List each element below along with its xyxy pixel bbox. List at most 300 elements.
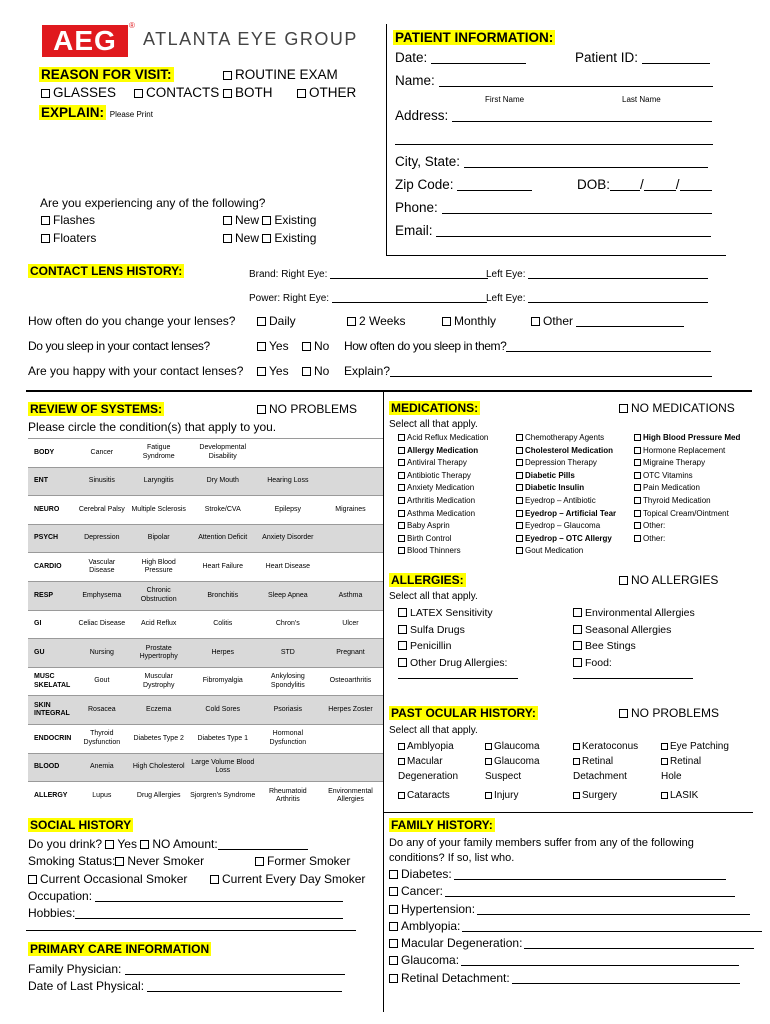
- name-field[interactable]: [395, 73, 713, 88]
- zip-field[interactable]: [395, 177, 532, 192]
- allergy-checkbox[interactable]: [573, 608, 582, 617]
- medication-option[interactable]: [634, 432, 740, 445]
- ros-condition[interactable]: Chron's: [258, 610, 318, 639]
- other-checkbox[interactable]: [297, 89, 306, 98]
- medication-option[interactable]: [516, 520, 616, 533]
- family-history-item[interactable]: [389, 866, 762, 883]
- ros-condition[interactable]: Hearing Loss: [258, 467, 318, 496]
- date-line[interactable]: [431, 52, 526, 64]
- sleep-yes-option[interactable]: [257, 339, 289, 353]
- floaters-new-checkbox[interactable]: [223, 234, 232, 243]
- ros-condition[interactable]: Drug Allergies: [130, 782, 188, 811]
- flashes-existing-label: Existing: [274, 213, 317, 227]
- ros-condition[interactable]: Bronchitis: [188, 581, 258, 610]
- cataracts-checkbox[interactable]: [398, 792, 405, 799]
- medication-label: Gout Medication: [525, 546, 584, 556]
- family-history-line[interactable]: [477, 903, 750, 915]
- ros-condition[interactable]: Colitis: [188, 610, 258, 639]
- retinal-detachment-checkbox[interactable]: [573, 758, 580, 765]
- eye-patching-group[interactable]: [661, 739, 729, 784]
- medication-checkbox[interactable]: [634, 459, 641, 466]
- allergy-option[interactable]: [398, 655, 507, 672]
- physician-field[interactable]: [28, 962, 345, 976]
- drink-yes-checkbox[interactable]: [105, 840, 114, 849]
- medication-option[interactable]: [398, 533, 488, 546]
- happy-no-checkbox[interactable]: [302, 367, 311, 376]
- ros-condition[interactable]: Fatigue Syndrome: [130, 439, 188, 468]
- both-checkbox[interactable]: [223, 89, 232, 98]
- macular-checkbox[interactable]: [398, 758, 405, 765]
- medication-option[interactable]: [634, 457, 740, 470]
- ros-condition[interactable]: Rheumatoid Arthritis: [258, 782, 318, 811]
- medication-option[interactable]: [516, 482, 616, 495]
- routine-exam-option[interactable]: [223, 67, 338, 82]
- family-history-line[interactable]: [462, 920, 762, 932]
- allergy-checkbox[interactable]: [398, 641, 407, 650]
- allergy-option[interactable]: [573, 638, 695, 655]
- medication-option[interactable]: [634, 533, 740, 546]
- phone-line[interactable]: [442, 202, 712, 214]
- medication-option[interactable]: [398, 495, 488, 508]
- hobbies-line[interactable]: [75, 907, 343, 919]
- amount-line[interactable]: [218, 838, 308, 850]
- other-change-line[interactable]: [576, 315, 684, 327]
- flashes-new-existing[interactable]: [223, 213, 316, 227]
- ros-condition[interactable]: STD: [258, 639, 318, 668]
- allergy-option[interactable]: [573, 622, 695, 639]
- ros-condition[interactable]: Bipolar: [130, 524, 188, 553]
- medication-option[interactable]: [634, 495, 740, 508]
- surgery-checkbox[interactable]: [573, 792, 580, 799]
- ros-condition[interactable]: Cerebral Palsy: [74, 496, 130, 525]
- city-state-field[interactable]: [395, 154, 708, 169]
- glaucoma-checkbox[interactable]: [485, 743, 492, 750]
- medication-checkbox[interactable]: [516, 522, 523, 529]
- ros-condition[interactable]: Large Volume Blood Loss: [188, 753, 258, 782]
- ros-system-label: ENDOCRIN: [28, 724, 74, 753]
- medication-option[interactable]: [516, 508, 616, 521]
- occupation-line[interactable]: [95, 890, 343, 902]
- medication-checkbox[interactable]: [516, 447, 523, 454]
- ros-condition[interactable]: Laryngitis: [130, 467, 188, 496]
- happy-yes-checkbox[interactable]: [257, 367, 266, 376]
- happy-question: Are you happy with your contact lenses?: [28, 364, 244, 378]
- ros-condition[interactable]: Pregnant: [318, 639, 383, 668]
- medication-label: Acid Reflux Medication: [407, 433, 489, 442]
- ros-condition[interactable]: Sinusitis: [74, 467, 130, 496]
- ros-condition[interactable]: Emphysema: [74, 581, 130, 610]
- medication-checkbox[interactable]: [516, 547, 523, 554]
- ros-condition[interactable]: Asthma: [318, 581, 383, 610]
- ros-condition[interactable]: Cold Sores: [188, 696, 258, 725]
- happy-no-option[interactable]: [302, 364, 329, 378]
- happy-yes-option[interactable]: [257, 364, 289, 378]
- dob-field[interactable]: [577, 177, 712, 192]
- monthly-checkbox[interactable]: [442, 317, 451, 326]
- explain-field[interactable]: [39, 105, 153, 121]
- ros-condition: [258, 753, 318, 782]
- amblyopia-checkbox[interactable]: [398, 743, 405, 750]
- ros-condition[interactable]: Sleep Apnea: [258, 581, 318, 610]
- ros-condition[interactable]: Environmental Allergies: [318, 782, 383, 811]
- family-history-checkbox[interactable]: [389, 905, 398, 914]
- other-change-checkbox[interactable]: [531, 317, 540, 326]
- ros-condition[interactable]: Thyroid Dysfunction: [74, 724, 130, 753]
- medication-option[interactable]: [516, 432, 616, 445]
- medication-checkbox[interactable]: [398, 535, 405, 542]
- medication-checkbox[interactable]: [516, 434, 523, 441]
- both-option[interactable]: [223, 85, 273, 100]
- medication-checkbox[interactable]: [398, 447, 405, 454]
- zip-line[interactable]: [457, 179, 532, 191]
- drink-yes-label: Yes: [117, 837, 137, 851]
- former-smoker-checkbox[interactable]: [255, 857, 264, 866]
- family-history-checkbox[interactable]: [389, 870, 398, 879]
- drink-no-checkbox[interactable]: [140, 840, 149, 849]
- medication-option[interactable]: [516, 533, 616, 546]
- medication-option[interactable]: [516, 457, 616, 470]
- never-smoker-checkbox[interactable]: [115, 857, 124, 866]
- medication-checkbox[interactable]: [398, 510, 405, 517]
- medication-option[interactable]: [634, 470, 740, 483]
- allergy-checkbox[interactable]: [573, 625, 582, 634]
- ros-condition[interactable]: Sjorgren's Syndrome: [188, 782, 258, 811]
- power-left-line[interactable]: [528, 291, 708, 303]
- medication-checkbox[interactable]: [634, 472, 641, 479]
- medication-option[interactable]: [634, 520, 740, 533]
- family-history-item[interactable]: [389, 901, 762, 918]
- family-history-item[interactable]: [389, 935, 762, 952]
- ros-condition[interactable]: Stroke/CVA: [188, 496, 258, 525]
- ros-condition[interactable]: Nursing: [74, 639, 130, 668]
- family-history-line[interactable]: [445, 885, 735, 897]
- lasik-option[interactable]: [661, 788, 698, 803]
- allergy-checkbox[interactable]: [398, 658, 407, 667]
- cataracts-option[interactable]: [398, 788, 450, 803]
- allergy-option[interactable]: [398, 638, 507, 655]
- allergy-option[interactable]: [573, 605, 695, 622]
- medication-checkbox[interactable]: [398, 497, 405, 504]
- medication-option[interactable]: [634, 482, 740, 495]
- glasses-option[interactable]: [41, 85, 116, 100]
- medication-option[interactable]: [516, 545, 616, 558]
- family-history-checkbox[interactable]: [389, 956, 398, 965]
- other-change-option[interactable]: [531, 314, 684, 328]
- medication-option[interactable]: [398, 545, 488, 558]
- ros-condition[interactable]: Lupus: [74, 782, 130, 811]
- physician-line[interactable]: [125, 963, 345, 975]
- ros-condition[interactable]: Rosacea: [74, 696, 130, 725]
- daily-checkbox[interactable]: [257, 317, 266, 326]
- medication-option[interactable]: [398, 445, 488, 458]
- power-right-field[interactable]: [249, 291, 487, 304]
- contacts-option[interactable]: [134, 85, 219, 100]
- allergy-checkbox[interactable]: [573, 641, 582, 650]
- glaucoma-suspect-checkbox[interactable]: [485, 758, 492, 765]
- sleep-no-option[interactable]: [302, 339, 329, 353]
- ros-condition[interactable]: Cancer: [74, 439, 130, 468]
- family-history-item[interactable]: [389, 970, 762, 987]
- family-history-line[interactable]: [454, 868, 726, 880]
- last-physical-field[interactable]: [28, 979, 342, 993]
- family-history-checkbox[interactable]: [389, 974, 398, 983]
- floaters-new-existing[interactable]: [223, 231, 316, 245]
- family-history-checkbox[interactable]: [389, 887, 398, 896]
- current-every-day-option[interactable]: [210, 872, 365, 886]
- brand-left-label: Left Eye:: [486, 269, 526, 280]
- medication-checkbox[interactable]: [634, 497, 641, 504]
- phone-label: Phone:: [395, 200, 438, 215]
- ros-condition[interactable]: Anemia: [74, 753, 130, 782]
- brand-right-line[interactable]: [330, 267, 488, 279]
- surgery-option[interactable]: [573, 788, 617, 803]
- injury-checkbox[interactable]: [485, 792, 492, 799]
- medication-checkbox[interactable]: [516, 472, 523, 479]
- ros-condition[interactable]: Prostate Hypertrophy: [130, 639, 188, 668]
- two-weeks-checkbox[interactable]: [347, 317, 356, 326]
- medication-option[interactable]: [634, 508, 740, 521]
- ros-condition[interactable]: Diabetes Type 1: [188, 724, 258, 753]
- family-history-line[interactable]: [461, 954, 739, 966]
- medication-checkbox[interactable]: [398, 459, 405, 466]
- allergy-option[interactable]: [398, 605, 507, 622]
- medication-checkbox[interactable]: [634, 522, 641, 529]
- family-history-checkbox[interactable]: [389, 939, 398, 948]
- floaters-option[interactable]: [41, 231, 96, 245]
- no-medications-label: NO MEDICATIONS: [631, 401, 735, 415]
- patient-id-line[interactable]: [642, 52, 710, 64]
- dob-day-line[interactable]: [644, 179, 676, 191]
- ros-condition[interactable]: Ulcer: [318, 610, 383, 639]
- ros-condition[interactable]: Diabetes Type 2: [130, 724, 188, 753]
- medication-option[interactable]: [398, 520, 488, 533]
- ocular-title: PAST OCULAR HISTORY:: [391, 706, 536, 720]
- medication-checkbox[interactable]: [398, 434, 405, 441]
- ros-row: [28, 467, 383, 496]
- other-drug-allergies-line[interactable]: [398, 678, 518, 679]
- flashes-existing-checkbox[interactable]: [262, 216, 271, 225]
- keratoconus-checkbox[interactable]: [573, 743, 580, 750]
- keratoconus-group[interactable]: [573, 739, 638, 784]
- ros-instruction: Please circle the condition(s) that apply to you.: [28, 420, 277, 434]
- flashes-option[interactable]: [41, 213, 95, 227]
- ros-condition[interactable]: Epilepsy: [258, 496, 318, 525]
- power-right-line[interactable]: [332, 291, 487, 303]
- address-line[interactable]: [452, 110, 712, 122]
- ros-condition[interactable]: High Cholesterol: [130, 753, 188, 782]
- glaucoma-suspect-label: Glaucoma: [494, 756, 540, 767]
- medication-option[interactable]: [398, 432, 488, 445]
- ros-condition[interactable]: Acid Reflux: [130, 610, 188, 639]
- allergy-checkbox[interactable]: [398, 608, 407, 617]
- flashes-checkbox[interactable]: [41, 216, 50, 225]
- email-field[interactable]: [395, 223, 711, 238]
- date-field[interactable]: [395, 50, 526, 65]
- allergy-option[interactable]: [573, 655, 695, 672]
- ros-condition[interactable]: Multiple Sclerosis: [130, 496, 188, 525]
- medication-checkbox[interactable]: [516, 535, 523, 542]
- ros-condition[interactable]: Eczema: [130, 696, 188, 725]
- ocular-no-problems-checkbox[interactable]: [619, 709, 628, 718]
- contacts-label: CONTACTS: [146, 85, 220, 100]
- glasses-checkbox[interactable]: [41, 89, 50, 98]
- ros-condition[interactable]: Muscular Dystrophy: [130, 667, 188, 696]
- ros-condition[interactable]: Heart Disease: [258, 553, 318, 582]
- glaucoma-group[interactable]: [485, 739, 540, 784]
- dob-year-line[interactable]: [680, 179, 712, 191]
- patient-id-field[interactable]: [575, 50, 710, 65]
- monthly-option[interactable]: [442, 314, 496, 328]
- brand-left-field[interactable]: [486, 267, 708, 280]
- ros-no-problems-label: NO PROBLEMS: [269, 402, 358, 416]
- current-occasional-option[interactable]: [28, 872, 187, 886]
- eye-patching-checkbox[interactable]: [661, 743, 668, 750]
- other-option[interactable]: [297, 85, 356, 100]
- sleep-often-line[interactable]: [506, 340, 711, 352]
- family-history-item[interactable]: [389, 952, 762, 969]
- medication-label: Diabetic Pills: [525, 470, 575, 480]
- phone-field[interactable]: [395, 200, 712, 215]
- food-allergies-line[interactable]: [573, 678, 693, 679]
- address-line-2[interactable]: [395, 135, 713, 145]
- medication-checkbox[interactable]: [634, 484, 641, 491]
- city-state-line[interactable]: [464, 156, 708, 168]
- medication-option[interactable]: [516, 495, 616, 508]
- current-occasional-checkbox[interactable]: [28, 875, 37, 884]
- ros-condition[interactable]: Gout: [74, 667, 130, 696]
- no-allergies-label: NO ALLERGIES: [631, 573, 719, 587]
- medication-checkbox[interactable]: [398, 522, 405, 529]
- medications-column-1: [398, 432, 488, 558]
- ros-condition[interactable]: Ankylosing Spondylitis: [258, 667, 318, 696]
- allergy-checkbox[interactable]: [398, 625, 407, 634]
- ros-condition[interactable]: High Blood Pressure: [130, 553, 188, 582]
- no-allergies-checkbox[interactable]: [619, 576, 628, 585]
- medication-option[interactable]: [398, 457, 488, 470]
- medication-checkbox[interactable]: [516, 497, 523, 504]
- flashes-new-checkbox[interactable]: [223, 216, 232, 225]
- medication-option[interactable]: [516, 445, 616, 458]
- medication-option[interactable]: [634, 445, 740, 458]
- retinal-hole-checkbox[interactable]: [661, 758, 668, 765]
- ros-condition[interactable]: Hormonal Dysfunction: [258, 724, 318, 753]
- family-history-line[interactable]: [524, 937, 754, 949]
- retinal-hole-label: Retinal: [670, 756, 702, 767]
- medication-option[interactable]: [398, 470, 488, 483]
- explain-happy-line[interactable]: [390, 365, 712, 377]
- macular-label: Macular: [407, 756, 443, 767]
- injury-option[interactable]: [485, 788, 518, 803]
- allergy-checkbox[interactable]: [573, 658, 582, 667]
- dob-label: DOB:: [577, 177, 611, 192]
- ros-condition[interactable]: Dry Mouth: [188, 467, 258, 496]
- two-weeks-option[interactable]: [347, 314, 405, 328]
- ros-condition[interactable]: Chronic Obstruction: [130, 581, 188, 610]
- medication-checkbox[interactable]: [634, 434, 641, 441]
- medication-checkbox[interactable]: [634, 535, 641, 542]
- last-physical-line[interactable]: [147, 980, 342, 992]
- ros-system-label: RESP: [28, 581, 74, 610]
- ros-condition[interactable]: Heart Failure: [188, 553, 258, 582]
- allergy-option[interactable]: [398, 622, 507, 639]
- medication-checkbox[interactable]: [634, 447, 641, 454]
- medication-checkbox[interactable]: [398, 484, 405, 491]
- ros-condition: [258, 439, 318, 468]
- brand-left-line[interactable]: [528, 267, 708, 279]
- occupation-field[interactable]: [28, 889, 343, 903]
- ros-condition[interactable]: Herpes Zoster: [318, 696, 383, 725]
- ros-condition[interactable]: Herpes: [188, 639, 258, 668]
- family-history-label: Cancer:: [401, 884, 444, 899]
- ros-system-label: GU: [28, 639, 74, 668]
- medication-checkbox[interactable]: [516, 459, 523, 466]
- medication-checkbox[interactable]: [516, 510, 523, 517]
- brand-right-field[interactable]: [249, 267, 488, 280]
- lasik-checkbox[interactable]: [661, 792, 668, 799]
- ros-condition[interactable]: Vascular Disease: [74, 553, 130, 582]
- medication-option[interactable]: [516, 470, 616, 483]
- dob-month-line[interactable]: [610, 179, 640, 191]
- ocular-no-problems-option[interactable]: [619, 706, 719, 720]
- ros-condition[interactable]: Attention Deficit: [188, 524, 258, 553]
- routine-exam-checkbox[interactable]: [223, 71, 232, 80]
- ros-condition[interactable]: Osteoarthritis: [318, 667, 383, 696]
- no-medications-checkbox[interactable]: [619, 404, 628, 413]
- sleep-no-checkbox[interactable]: [302, 342, 311, 351]
- medication-checkbox[interactable]: [398, 472, 405, 479]
- family-history-checkbox[interactable]: [389, 922, 398, 931]
- amblyopia-group[interactable]: [398, 739, 458, 784]
- ros-condition[interactable]: Migraines: [318, 496, 383, 525]
- family-history-item[interactable]: [389, 918, 762, 935]
- family-history-item[interactable]: [389, 883, 762, 900]
- ros-no-problems-option[interactable]: [257, 402, 357, 416]
- ros-condition[interactable]: Anxiety Disorder: [258, 524, 318, 553]
- address-field[interactable]: [395, 108, 712, 123]
- sleep-often-field[interactable]: [344, 339, 711, 353]
- no-medications-option[interactable]: [619, 401, 735, 415]
- power-left-field[interactable]: [486, 291, 708, 304]
- dob-separator-1: /: [640, 177, 644, 192]
- sleep-yes-checkbox[interactable]: [257, 342, 266, 351]
- ros-condition[interactable]: Fibromyalgia: [188, 667, 258, 696]
- former-smoker-option[interactable]: [255, 854, 350, 868]
- medication-checkbox[interactable]: [516, 484, 523, 491]
- floaters-checkbox[interactable]: [41, 234, 50, 243]
- daily-option[interactable]: [257, 314, 296, 328]
- medication-checkbox[interactable]: [634, 510, 641, 517]
- medication-option[interactable]: [398, 482, 488, 495]
- ros-no-problems-checkbox[interactable]: [257, 405, 266, 414]
- ros-condition[interactable]: Celiac Disease: [74, 610, 130, 639]
- ros-condition[interactable]: Developmental Disability: [188, 439, 258, 468]
- name-line[interactable]: [439, 75, 713, 87]
- ros-condition[interactable]: Depression: [74, 524, 130, 553]
- no-allergies-option[interactable]: [619, 573, 718, 587]
- hobbies-field[interactable]: [28, 906, 343, 920]
- floaters-existing-checkbox[interactable]: [262, 234, 271, 243]
- current-every-day-checkbox[interactable]: [210, 875, 219, 884]
- ros-condition[interactable]: Psoriasis: [258, 696, 318, 725]
- medication-option[interactable]: [398, 508, 488, 521]
- email-line[interactable]: [436, 225, 711, 237]
- medication-label: Other:: [643, 533, 666, 543]
- explain-happy-field[interactable]: [344, 364, 712, 378]
- contacts-checkbox[interactable]: [134, 89, 143, 98]
- medication-checkbox[interactable]: [398, 547, 405, 554]
- family-history-line[interactable]: [512, 972, 740, 984]
- hole-label: Hole: [661, 771, 682, 782]
